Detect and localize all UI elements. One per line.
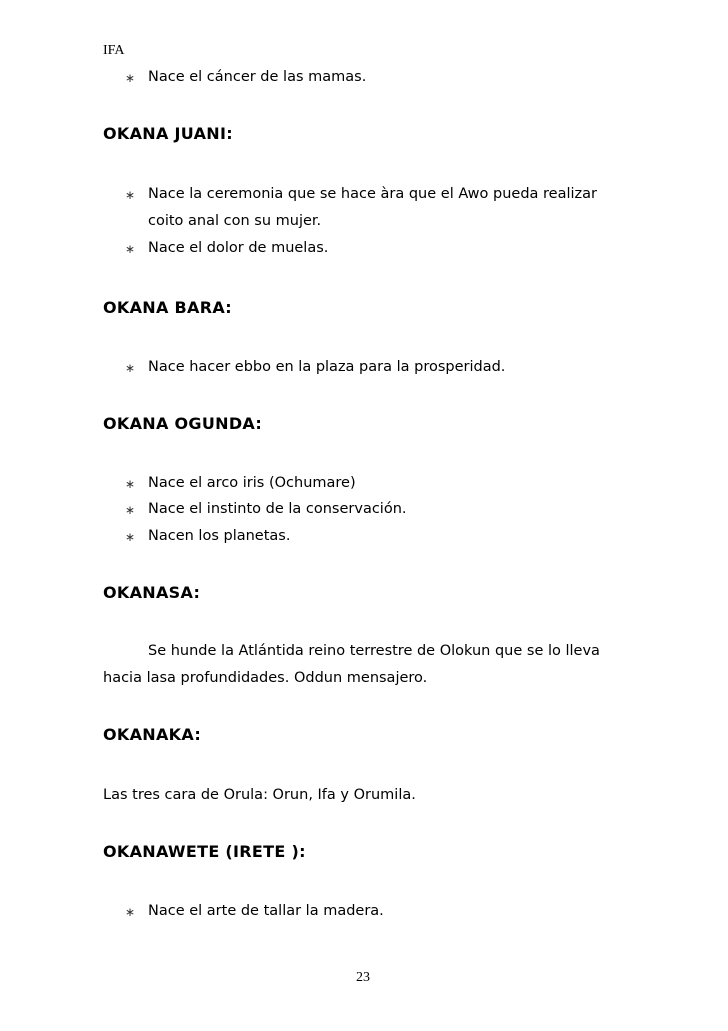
section-heading-bara: OKANA BARA: xyxy=(103,298,233,317)
list-item: Nace el dolor de muelas. xyxy=(148,240,329,256)
paragraph-line: Se hunde la Atlántida reino terrestre de Olokun que se lo lleva xyxy=(148,643,600,659)
list-item-continuation: coito anal con su mujer. xyxy=(148,213,322,229)
bullet-icon: ∗ xyxy=(125,71,136,85)
section-heading-okanasa: OKANASA: xyxy=(103,583,201,602)
list-item: Nace el arte de tallar la madera. xyxy=(148,903,384,919)
bullet-icon: ∗ xyxy=(125,361,136,375)
bullet-icon: ∗ xyxy=(125,477,136,491)
bullet-icon: ∗ xyxy=(125,905,136,919)
paragraph-line: hacia lasa profundidades. Oddun mensajero. xyxy=(103,670,428,686)
bullet-icon: ∗ xyxy=(125,242,136,256)
list-item: Nacen los planetas. xyxy=(148,528,291,544)
list-item: Nace el instinto de la conservación. xyxy=(148,501,407,517)
list-item: Nace la ceremonia que se hace àra que el Awo pueda realizar xyxy=(148,186,597,202)
bullet-icon: ∗ xyxy=(125,188,136,202)
section-heading-juani: OKANA JUANI: xyxy=(103,124,233,143)
list-item: Nace el arco iris (Ochumare) xyxy=(148,475,356,491)
page-number: 23 xyxy=(356,970,370,985)
paragraph-line: Las tres cara de Orula: Orun, Ifa y Orumila. xyxy=(103,787,416,803)
running-header: IFA xyxy=(103,43,125,58)
list-item: Nace el cáncer de las mamas. xyxy=(148,69,367,85)
section-heading-okanawete: OKANAWETE (IRETE ): xyxy=(103,842,306,861)
bullet-icon: ∗ xyxy=(125,530,136,544)
list-item: Nace hacer ebbo en la plaza para la prosperidad. xyxy=(148,359,506,375)
section-heading-ogunda: OKANA OGUNDA: xyxy=(103,414,263,433)
section-heading-okanaka: OKANAKA: xyxy=(103,725,202,744)
bullet-icon: ∗ xyxy=(125,503,136,517)
